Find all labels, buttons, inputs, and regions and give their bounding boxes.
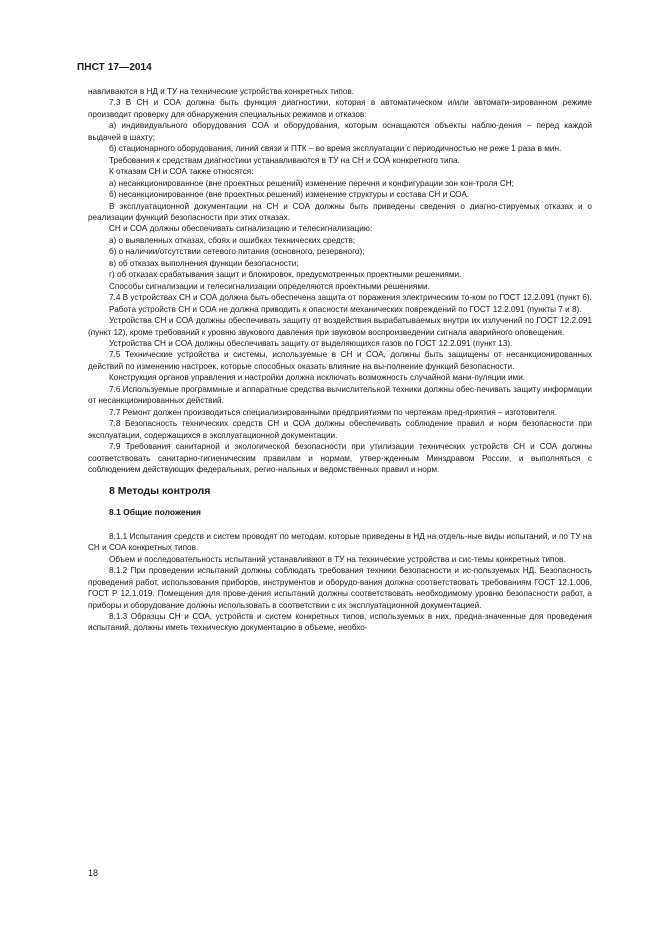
- paragraph: Устройства СН и СОА должны обеспечивать защиту от выделяющихся газов по ГОСТ 12.2.091 (пункт 13).: [109, 338, 513, 348]
- paragraph: 8.1.1 Испытания средств и систем проводят по методам, которые приведены в НД на отдель-ные виды испытаний, и по ТУ на СН и СОА конкретных типов.: [88, 531, 592, 553]
- paragraph: б) несанкционированное (вне проектных решений) изменение структуры и состава СН и СОА.: [109, 190, 470, 200]
- subsection-heading: 8.1 Общие положения: [109, 507, 201, 518]
- paragraph: В эксплуатационной документации на СН и СОА должны быть приведены сведения о диагно-стируемых отказах и о реализации функций безопасности при этих отказах.: [88, 201, 592, 222]
- paragraph: 7.6 Используемые программные и аппаратные средства вычислительной техники должны обес-печивать защиту информации от несанкционированных действий.: [88, 384, 592, 406]
- paragraph: 7.7 Ремонт должен производиться специализированными предприятиями по чертежам пред-приятия – изготовителя.: [109, 407, 558, 417]
- paragraph: К отказам СН и СОА также относятся:: [109, 167, 254, 177]
- paragraph: б) о наличии/отсутствии сетевого питания (основного, резервного);: [109, 247, 365, 257]
- paragraph: СН и СОА должны обеспечивать сигнализацию и телесигнализацию:: [109, 224, 373, 234]
- paragraph: Конструкция органов управления и настройки должна исключать возможность случайной мани-пуляции ими.: [109, 373, 526, 383]
- paragraph: Работа устройств СН и СОА не должна приводить к опасности механических повреждений по ГОСТ 12.2.091 (пункты 7 и 8).: [109, 304, 582, 314]
- document-code-header: ПНСТ 17—2014: [77, 62, 152, 73]
- paragraph: 7.5 Технические устройства и системы, используемые в СН и СОА, должны быть защищены от несанкционированных действий по изменению настроек, которые способных оказать влияние на вы-полнение функций безопасности.: [88, 350, 592, 371]
- paragraph: Требования к средствам диагностики устанавливаются в ТУ на СН и СОА конкретного типа.: [109, 155, 460, 165]
- paragraph: г) об отказах срабатывания защит и блокировок, предусмотренных проектными решениями.: [109, 270, 462, 280]
- paragraph: 7.3 В СН и СОА должна быть функция диагностики, которая в автоматическом и/или автомати-зированном режиме производит проверку для обнаружения специальных режимов и отказов:: [88, 98, 592, 119]
- paragraph: 7.8 Безопасность технических средств СН и СОА должны обеспечивать соблюдение правил и норм безопасности при эксплуатации, содержащихся в эксплуатационной документации.: [88, 419, 592, 440]
- paragraph: 8.1.2 При проведении испытаний должны соблюдать требования техники безопасности и ис-пользуемых НД. Безопасность проведения работ, использования приборов, инструментов и оборудо-вания должна соответствовать требованиям ГОСТ 12.1.006, ГОСТ Р 12.1.019. Помещения для прове-дения испытаний должны соответствовать необходимому уровню безопасности работ, а приборы и оборудование должны использовать в соответствии с их эксплуатационной документацией.: [88, 566, 592, 610]
- paragraph: 7.9 Требования санитарной и экологической безопасности при утилизации технических устройств СН и СОА должны соответствовать санитарно-гигиеническим правилам и нормам, утвер-жденным Минздравом России, и выполняться с соблюдением действующих федеральных, регио-нальных и ведомственных правил и норм.: [88, 442, 592, 474]
- paragraph: Устройства СН и СОА должны обеспечивать защиту от воздействия вырабатываемых внутри их излучений по ГОСТ 12.2.091 (пункт 12), кроме требований к уровню звукового давления при звуковом воспроизведении сигнала аварийного оповещения.: [88, 316, 592, 337]
- paragraph: Способы сигнализации и телесигнализации определяются проектными решениями.: [109, 281, 430, 291]
- paragraph: 8.1.3 Образцы СН и СОА, устройств и систем конкретных типов, используемых в них, предна-значенные для проведения испытаний, должны иметь техническую документацию в объеме, необхо-: [88, 612, 592, 633]
- paragraph: в) об отказах выполнения функции безопасности;: [109, 258, 299, 268]
- document-body: [88, 86, 592, 634]
- section-heading: 8 Методы контроля: [109, 485, 211, 498]
- paragraph: навливаются в НД и ТУ на технические устройства конкретных типов.: [88, 87, 355, 96]
- paragraph: а) о выявленных отказах, сбоях и ошибках технических средств;: [109, 235, 356, 245]
- page-number: 18: [88, 868, 99, 878]
- paragraph: б) стационарного оборудования, линий связи и ПТК – во время эксплуатации с периодичностью не реже 1 раза в мин.: [109, 144, 562, 154]
- paragraph: 7.4 В устройствах СН и СОА должна быть обеспечена защита от поражения электрическим то-ком по ГОСТ 12.2.091 (пункт 6).: [109, 293, 592, 303]
- paragraph: а) несанкционированное (вне проектных решений) изменение перечня и конфигурации зон кон-троля СН;: [109, 178, 514, 188]
- paragraph: а) индивидуального оборудования СОА и оборудования, которым оснащаются объекты наблю-дения – перед каждой выдачей в шахту;: [88, 121, 592, 142]
- paragraph: Объем и последовательность испытаний устанавливают в ТУ на технические устройства и сис-темы конкретных типов.: [109, 554, 566, 564]
